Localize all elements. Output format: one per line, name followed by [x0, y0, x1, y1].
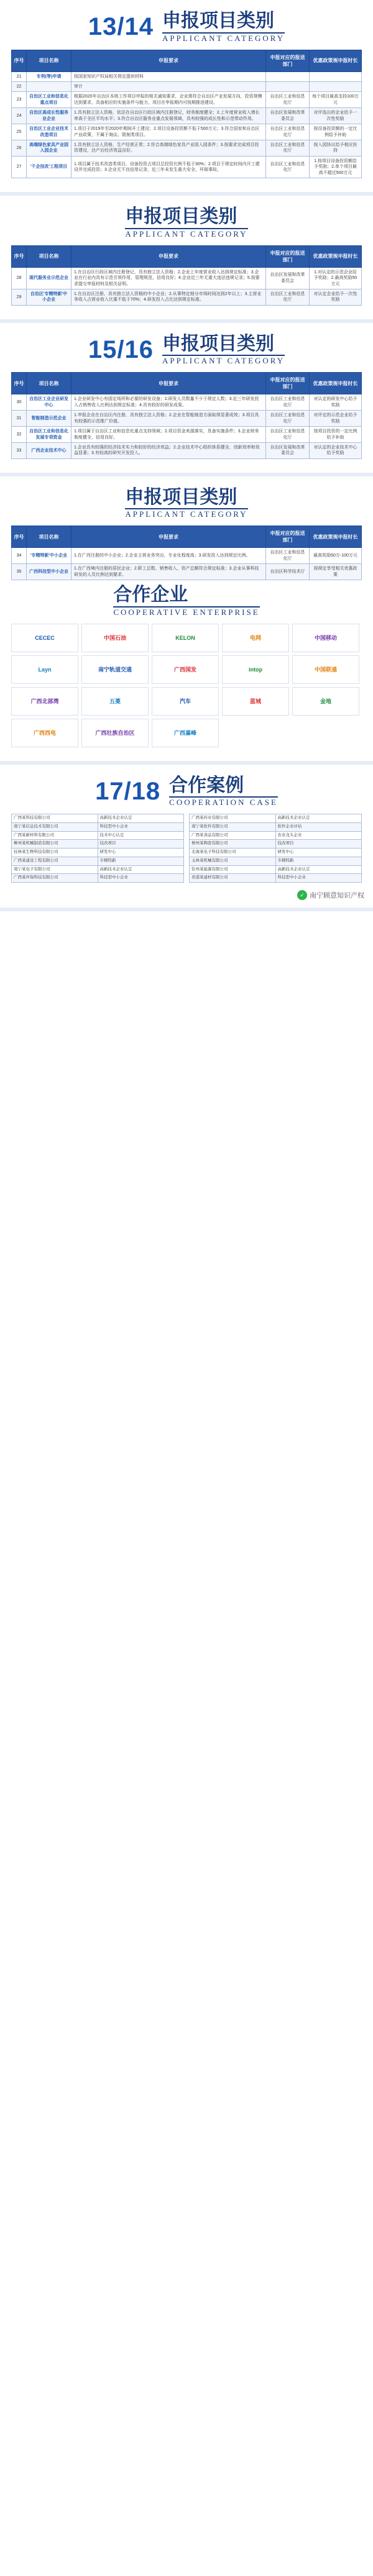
partner-logo: 广西国发 — [152, 655, 219, 684]
cell-num: 32 — [12, 427, 27, 443]
cell-name: 自治区工业企业技术改造项目 — [27, 124, 71, 140]
table-row — [12, 267, 362, 289]
cell-dept: 自治区工业和信息化厅 — [266, 92, 310, 108]
category-table-3 — [11, 372, 362, 459]
cell-dept: 自治区工业和信息化厅 — [266, 394, 310, 411]
case-company: 柳州某机械制造有限公司 — [12, 840, 98, 849]
watermark-text: 南宁顾意知识产权 — [310, 892, 364, 900]
table-row — [12, 411, 362, 427]
table-row — [12, 564, 362, 580]
partner-logo: 电网 — [222, 624, 289, 652]
section-title: 申报项目类别 — [125, 206, 237, 228]
case-company: 桂林某生物科技有限公司 — [12, 849, 98, 857]
col-dept: 申报对应的报送部门 — [266, 526, 310, 548]
cell-name: 专利(等)申请 — [27, 71, 71, 81]
table-row — [12, 71, 362, 81]
cell-pol: 1.按项目设备投资额给予奖励；2.单个项目最高不超过500万元 — [310, 156, 362, 178]
case-project: 技改项目 — [98, 840, 184, 849]
case-company: 钦州某能源有限公司 — [190, 865, 276, 874]
partner-logo: 蓝城 — [222, 687, 289, 716]
cell-pol: 最高奖励50万-100万元 — [310, 548, 362, 564]
cases-right-column — [189, 814, 362, 883]
col-req: 申报要求 — [71, 50, 266, 71]
cell-num: 22 — [12, 81, 27, 91]
cell-req: 1.具有独立法人资格，生产经营正常；2.符合高端绿色家具产业园入园条件；3.按要求完成项目投资建设，达产后经济效益良好。 — [71, 140, 266, 157]
cell-pol — [310, 81, 362, 91]
partner-logo: 广西壮族自治区 — [81, 719, 149, 747]
col-req: 申报要求 — [71, 526, 266, 548]
section-title: 申报项目类别 — [125, 486, 237, 508]
case-project: 科技型中小企业 — [98, 822, 184, 831]
table-row — [12, 427, 362, 443]
section-subtitle: APPLICANT CATEGORY — [162, 33, 285, 43]
col-num: 序号 — [12, 50, 27, 71]
cell-num: 24 — [12, 108, 27, 124]
partner-logo: CECEC — [11, 624, 78, 652]
partner-logo: KELON — [152, 624, 219, 652]
case-row — [190, 822, 362, 831]
case-company: 南宁某电子有限公司 — [12, 865, 98, 874]
col-req: 申报要求 — [71, 245, 266, 267]
cell-pol: 对认定企业给予一次性奖励 — [310, 289, 362, 306]
cell-dept — [266, 71, 310, 81]
case-row — [190, 857, 362, 865]
col-num: 序号 — [12, 245, 27, 267]
case-company: 梧州某陶瓷有限公司 — [190, 840, 276, 849]
case-row — [12, 840, 184, 849]
cell-name: 广西科技型中小企业 — [27, 564, 71, 580]
col-policy: 优惠政策规申报时长 — [310, 526, 362, 548]
case-company: 广西某食品有限公司 — [190, 831, 276, 840]
table-row — [12, 140, 362, 157]
partner-logo-grid — [11, 624, 362, 747]
cell-req: 根据2020年自治区本级工作项目申报的相关通知要求，企业需符合自治区产业发展方向，投资规模达到要求，具备相应的实施条件与能力，项目在申报期内可按期推进建设。 — [71, 92, 266, 108]
cell-name: 智能制造示范企业 — [27, 411, 71, 427]
cell-name: 现代服务业示范企业 — [27, 267, 71, 289]
case-company: 贵港某建材有限公司 — [190, 874, 276, 883]
wechat-icon: ✓ — [297, 890, 307, 900]
col-name: 项目名称 — [27, 526, 71, 548]
cell-num: 29 — [12, 289, 27, 306]
section-applicant-3 — [0, 323, 373, 476]
cell-pol: 按规定享受相关优惠政策 — [310, 564, 362, 580]
cell-num: 34 — [12, 548, 27, 564]
cell-dept: 自治区工业和信息化厅 — [266, 289, 310, 306]
cases-left-column — [11, 814, 184, 883]
case-row — [190, 874, 362, 883]
col-dept: 申报对应的报送部门 — [266, 50, 310, 71]
col-name: 项目名称 — [27, 373, 71, 394]
cell-num: 25 — [12, 124, 27, 140]
page — [0, 0, 373, 911]
cell-dept: 自治区发展和改革委员会 — [266, 443, 310, 459]
case-project: 科技型中小企业 — [275, 874, 362, 883]
case-company: 广西某建设工程有限公司 — [12, 857, 98, 865]
cell-req: 1.企业研发中心有固定场所和必要的研发设备；2.研发人员数量不少于规定人数；3.近三年研发投入占销售收入比例达到规定标准；4.具有较好的研发成果。 — [71, 394, 266, 411]
cell-req: 1.具有独立法人资格，依法在自治区行政区域内注册登记，财务制度健全；2.上年度营业收入增长率高于全区平均水平；3.符合自治区服务业重点发展领域，具有较强的成长性和示范带动作用。 — [71, 108, 266, 124]
table-row — [12, 156, 362, 178]
case-project: 专精特新 — [98, 857, 184, 865]
cell-dept: 自治区科学技术厅 — [266, 564, 310, 580]
section-header — [11, 488, 362, 520]
cell-req: 审计 — [71, 81, 266, 91]
case-row — [12, 831, 184, 840]
table-row — [12, 81, 362, 91]
case-project: 研发中心 — [275, 849, 362, 857]
case-row — [12, 822, 184, 831]
table-row — [12, 394, 362, 411]
case-row — [12, 814, 184, 823]
cell-name — [27, 81, 71, 91]
watermark — [297, 890, 364, 900]
col-policy: 优惠政策规申报时长 — [310, 50, 362, 71]
partner-logo: 五菱 — [81, 687, 149, 716]
cell-name: 自治区高成长性服务业企业 — [27, 108, 71, 124]
cell-num: 30 — [12, 394, 27, 411]
case-company: 南宁某信息技术有限公司 — [12, 822, 98, 831]
partner-logo: 中国联通 — [292, 655, 359, 684]
section-subtitle: APPLICANT CATEGORY — [125, 229, 248, 239]
case-row — [12, 865, 184, 874]
case-company: 广西某科技有限公司 — [12, 814, 98, 823]
cell-pol: 按项目投资的一定比例给予补助 — [310, 427, 362, 443]
col-policy: 优惠政策规申报时长 — [310, 245, 362, 267]
case-row — [12, 857, 184, 865]
case-project: 高新技术企业认定 — [275, 814, 362, 823]
cell-num: 26 — [12, 140, 27, 157]
case-company: 玉林某机械有限公司 — [190, 857, 276, 865]
cases-columns — [11, 814, 362, 883]
cell-req: 1.申报企业在自治区内注册，具有独立法人资格；2.企业在智能制造方面取得显著成效；3.项目具有较强的示范推广价值。 — [71, 411, 266, 427]
cell-req: 1.项目属于技术改造类项目，设备投资占项目总投资比例不低于30%；2.项目于规定时间内开工建设并完成投资；3.企业无不良信用记录，近三年未发生重大安全、环保事故。 — [71, 156, 266, 178]
cell-pol — [310, 71, 362, 81]
page-number: 13/14 — [88, 13, 154, 41]
case-row — [190, 865, 362, 874]
cell-pol: 对认定的研发中心给予奖励 — [310, 394, 362, 411]
cell-name: 广西企业技术中心 — [27, 443, 71, 459]
case-project: 研发中心 — [98, 849, 184, 857]
cell-num: 33 — [12, 443, 27, 459]
cell-dept: 自治区工业和信息化厅 — [266, 140, 310, 157]
section-header — [11, 11, 362, 43]
section-cases — [0, 765, 373, 912]
cell-req: 1.在广西境内注册的居民企业；2.职工总数、销售收入、资产总额符合规定标准；3.企业从事科技研发的人员比例达到要求。 — [71, 564, 266, 580]
cases-right-table — [189, 814, 362, 883]
partner-logo: 广西西电 — [11, 719, 78, 747]
partner-logo: Layn — [11, 655, 78, 684]
cell-num: 28 — [12, 267, 27, 289]
cell-name: 自治区工业和信息化重点项目 — [27, 92, 71, 108]
partner-logo: 南宁轨道交通 — [81, 655, 149, 684]
col-num: 序号 — [12, 373, 27, 394]
cell-dept: 自治区工业和信息化厅 — [266, 411, 310, 427]
case-company: 南宁某软件有限公司 — [190, 822, 276, 831]
cases-title: 合作案例 — [169, 774, 244, 796]
cell-pol: 按设备投资额的一定比例给予补助 — [310, 124, 362, 140]
cell-pol: 对认定的企业技术中心给予奖励 — [310, 443, 362, 459]
case-project: 农业龙头企业 — [275, 831, 362, 840]
case-row — [190, 831, 362, 840]
case-row — [12, 874, 184, 883]
case-project: 软件企业评估 — [275, 822, 362, 831]
cell-name: '千企技改'工程项目 — [27, 156, 71, 178]
cell-num: 31 — [12, 411, 27, 427]
table-row — [12, 289, 362, 306]
cell-req: 1.在自治区行政区域内注册登记，具有独立法人资格；2.企业上年度营业收入达到规定标准；3.企业在行业内具有示范引领作用，管理规范，信用良好；4.企业近三年无重大违法违规记录；5.按要求提交申报材料及相关证明。 — [71, 267, 266, 289]
cell-dept — [266, 81, 310, 91]
partner-logo: 金地 — [292, 687, 359, 716]
col-dept: 申报对应的报送部门 — [266, 373, 310, 394]
case-project: 技改项目 — [275, 840, 362, 849]
case-project: 技术中心认定 — [98, 831, 184, 840]
section-header — [11, 207, 362, 239]
partners-title: 合作企业 — [113, 584, 188, 606]
cell-dept: 自治区发展和改革委员会 — [266, 108, 310, 124]
case-row — [190, 849, 362, 857]
table-row — [12, 92, 362, 108]
page-number: 15/16 — [88, 336, 154, 364]
col-num: 序号 — [12, 526, 27, 548]
partner-logo: 广西嘉峰 — [152, 719, 219, 747]
cell-pol: 按入园协议给予相应扶持 — [310, 140, 362, 157]
cell-dept: 自治区工业和信息化厅 — [266, 124, 310, 140]
case-project: 高新技术企业认定 — [98, 865, 184, 874]
table-row — [12, 443, 362, 459]
section-subtitle: APPLICANT CATEGORY — [162, 356, 285, 366]
case-project: 科技型中小企业 — [98, 874, 184, 883]
category-table-1 — [11, 50, 362, 179]
cell-dept: 自治区发展和改革委员会 — [266, 267, 310, 289]
section-subtitle: APPLICANT CATEGORY — [125, 509, 248, 519]
case-company: 广西某环保科技有限公司 — [12, 874, 98, 883]
partners-subtitle: COOPERATIVE ENTERPRISE — [113, 607, 260, 617]
table-row — [12, 108, 362, 124]
col-name: 项目名称 — [27, 245, 71, 267]
cell-pol: 对评选出的企业给予一次性奖励 — [310, 108, 362, 124]
section-title: 申报项目类别 — [162, 332, 274, 355]
cell-num: 27 — [12, 156, 27, 178]
cell-dept: 自治区工业和信息化厅 — [266, 427, 310, 443]
cell-name: 高端绿色家具产业园入园企业 — [27, 140, 71, 157]
cell-name: 自治区工业企业研发中心 — [27, 394, 71, 411]
section-title: 申报项目类别 — [162, 10, 274, 32]
table-row — [12, 124, 362, 140]
case-project: 高新技术企业认定 — [275, 865, 362, 874]
cell-name: 自治区工业和信息化发展专项资金 — [27, 427, 71, 443]
case-project: 高新技术企业认定 — [98, 814, 184, 823]
page-number: 17/18 — [95, 777, 161, 805]
section-applicant-1 — [0, 0, 373, 196]
col-name: 项目名称 — [27, 50, 71, 71]
partner-logo: intop — [222, 655, 289, 684]
cell-req: 1.在自治区注册、具有独立法人资格的中小企业；2.从事特定细分市场时间达到2年以上；3.主营业务收入占营业收入比重不低于70%；4.研发投入占比达到规定标准。 — [71, 289, 266, 306]
cases-header — [11, 776, 362, 808]
cell-req: 1.企业具有较强的经济技术实力和较好的经济效益；2.企业技术中心组织体系健全，创新效率和效益显著；3.有较高的研究开发投入。 — [71, 443, 266, 459]
col-dept: 申报对应的报送部门 — [266, 245, 310, 267]
cell-num: 35 — [12, 564, 27, 580]
cell-req: 1.项目属于自治区工业和信息化重点支持领域；2.项目资金来源落实，具备实施条件；3.企业财务制度健全，信用良好。 — [71, 427, 266, 443]
section-applicant-2 — [0, 196, 373, 323]
cell-req: 按国家知识产权局相关规定提供材料 — [71, 71, 266, 81]
partner-logo: 中国移动 — [292, 624, 359, 652]
cell-dept: 自治区工业和信息化厅 — [266, 548, 310, 564]
case-row — [12, 849, 184, 857]
cell-num: 23 — [12, 92, 27, 108]
cell-pol: 每个项目最高支持100万元 — [310, 92, 362, 108]
col-policy: 优惠政策规申报时长 — [310, 373, 362, 394]
cell-req: 1.在广西注册的中小企业；2.企业主营业务突出，专业化程度高；3.研发投入达到规定比例。 — [71, 548, 266, 564]
cell-dept: 自治区工业和信息化厅 — [266, 156, 310, 178]
partner-logo: 汽车 — [152, 687, 219, 716]
partner-logo: 中国石油 — [81, 624, 149, 652]
cell-req: 1.项目于2019年至2020年期间开工建设；2.项目设备投资额不低于500万元；3.符合国家和自治区产业政策，不属于淘汰、限制类项目。 — [71, 124, 266, 140]
case-row — [190, 840, 362, 849]
cell-pol: 对评定的示范企业给予奖励 — [310, 411, 362, 427]
section-header — [11, 334, 362, 366]
cases-left-table — [11, 814, 184, 883]
table-row — [12, 548, 362, 564]
case-project: 专精特新 — [275, 857, 362, 865]
case-company: 北海某电子科技有限公司 — [190, 849, 276, 857]
cell-name: 自治区'专精特新'中小企业 — [27, 289, 71, 306]
cases-subtitle: COOPERATION CASE — [169, 798, 278, 808]
case-company: 广西某药业有限公司 — [190, 814, 276, 823]
partner-logo: 广西北部湾 — [11, 687, 78, 716]
category-table-4 — [11, 526, 362, 580]
case-row — [190, 814, 362, 823]
section-applicant-4 — [0, 476, 373, 765]
cell-name: '专精特新'中小企业 — [27, 548, 71, 564]
partners-header — [11, 585, 362, 617]
category-table-2 — [11, 245, 362, 306]
cell-num: 21 — [12, 71, 27, 81]
cell-pol: 1.对认定的示范企业给予奖励；2.最高奖励50万元 — [310, 267, 362, 289]
case-company: 广西某新材料有限公司 — [12, 831, 98, 840]
col-req: 申报要求 — [71, 373, 266, 394]
